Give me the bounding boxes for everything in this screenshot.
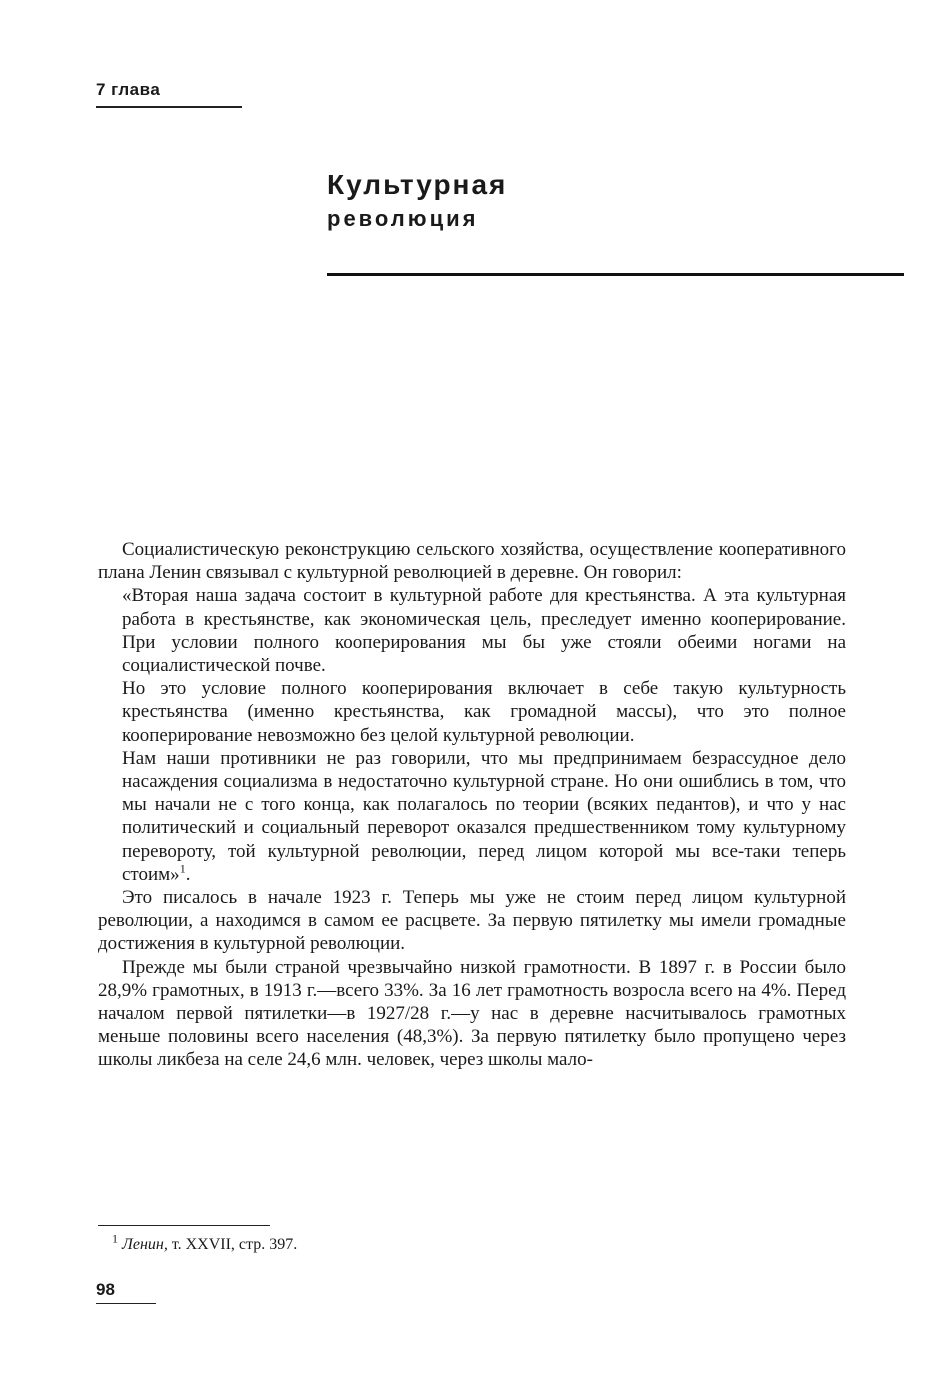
footnote [112,1231,298,1254]
quote-paragraph-2: Но это условие полного кооперирования включает в себе такую культурность крестьянства (именно крестьянства, как громадной массы), что это полное кооперирование невозможно без целой культурной революции. [122,678,846,746]
footnote-author: Ленин, [122,1236,168,1253]
quote-paragraph-3 [98,747,846,886]
chapter-label: 7 глава [96,80,161,99]
chapter-title [327,166,507,233]
chapter-label-rule [96,106,242,108]
chapter-title-rule [327,273,904,276]
footnote-rule [98,1225,270,1226]
chapter-title-line1: Культурная [327,169,508,200]
quote-paragraph-3-end: . [185,863,191,885]
body-text [98,538,846,1072]
chapter-title-line2: революция [327,205,479,231]
footnote-source: т. XXVII, стр. 397. [171,1236,298,1253]
page-number-rule [96,1303,156,1304]
paragraph-intro: Социалистическую реконструкцию сельского хозяйства, осуществление кооперативного плана Ленин связывал с культурной революцией в деревне. Он говорил: [98,539,846,584]
paragraph-1923: Это писалось в начале 1923 г. Теперь мы уже не стоим перед лицом культурной революции, а находимся в самом ее расцвете. За первую пятилетку мы имели громадные достижения в культурной революции. [98,887,846,955]
footnote-reference: 1 [179,861,186,876]
page-number: 98 [96,1280,115,1299]
quote-paragraph-3-text: Нам наши противники не раз говорили, что мы предпринимаем безрассудное дело насаждения социализма в недостаточно культурной стране. Но они ошиблись в том, что мы начали не с того конца, как полагалось по теории (всяких педантов), и что у нас политический и социальный переворот оказался предшественником тому культурному перевороту, той культурной революции, перед лицом которой мы все-таки теперь стоим» [122,747,846,885]
paragraph-literacy: Прежде мы были страной чрезвычайно низкой грамотности. В 1897 г. в России было 28,9% грамотных, в 1913 г.—всего 33%. За 16 лет грамотность возросла всего на 4%. Перед началом первой пятилетки—в 1927/28 г.—у нас в деревне насчитывалось грамотных меньше половины всего населения (48,3%). За первую пятилетку было пропущено через школы ликбеза на селе 24,6 млн. человек, через школы мало- [98,956,846,1071]
quote-paragraph-1: «Вторая наша задача состоит в культурной работе для крестьянства. А эта культурная работа в крестьянстве, как экономическая цель, преследует именно кооперирование. При условии полного кооперирования мы бы уже стояли обеими ногами на социалистической почве. [122,585,846,677]
footnote-mark: 1 [112,1231,118,1246]
